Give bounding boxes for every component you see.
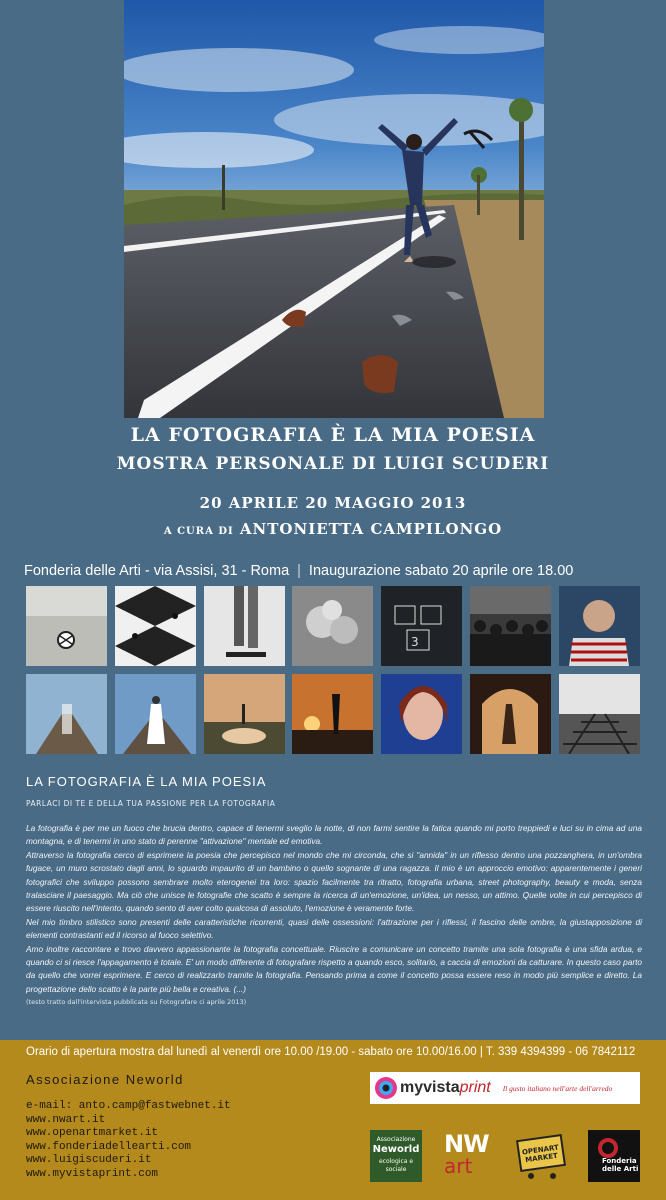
myvistaprint-logo-icon bbox=[374, 1076, 398, 1100]
fonderia-ring-icon bbox=[588, 1130, 640, 1182]
venue-separator: | bbox=[297, 563, 301, 579]
article-heading: LA FOTOGRAFIA È LA MIA POESIA bbox=[26, 774, 267, 789]
article-paragraph: Amo inoltre raccontare e trovo davvero appassionante la fotografia concettuale. Riuscire a comunicare un concetto tramite una sola fotografia è una sfida ardua, e quando ci si riesce l'appagamento è totale. E' un modo differente di fotografare rispetto a quando esco, solitario, a caccia di emozioni da catturare. In questo caso parto da quello che vorrei esprimere. E cerco di realizzarlo tramite la fotografia. Pensando prima a come il concetto possa essere reso in modo più semplice e diretto. La progettazione dello scatto è la parte più bella e creativa. (...) bbox=[26, 943, 642, 994]
woman-striped-sweater-photo bbox=[559, 586, 640, 666]
venue-address: Fonderia delle Arti - via Assisi, 31 - Roma bbox=[24, 563, 290, 579]
nwart-logo: NW art bbox=[444, 1130, 489, 1178]
dancers-arch-photo bbox=[470, 674, 551, 754]
crowd-photo bbox=[470, 586, 551, 666]
fonderia-delle-arti-logo: Fonderia delle Arti bbox=[588, 1130, 640, 1182]
article-paragraph: Attraverso la fotografia cerco di esprimere la poesia che percepisco nel mondo che mi circonda, che si "annida" in un riflesso dentro una pozzanghera, in un'ombra fugace, un muro scrostato dagli anni, lo sguardo impaurito di un bambino o quello sognante di una ragazza. Il mio è un approccio emotivo: apparentemente i generi fotografici che sviluppo possono sembrare molto eterogenei tra loro: spazio facilmente tra ritratto, fotografia urbana, street photography, beauty e moda, senza tralasciare il paesaggio. Ma ciò che unisce le fotografie che scatto è sempre la ricerca di un'emozione, un'idea, un nesso, un attimo. Quelle volte in cui percepisco di essere riuscito nell'intento, quando sento di aver colto qualcosa di assoluto, l'emozione è veramente forte. bbox=[26, 849, 642, 914]
article-body bbox=[26, 822, 642, 996]
railway-tracks-photo bbox=[559, 674, 640, 754]
thumbnail-gallery bbox=[26, 586, 640, 762]
contact-link[interactable]: www.myvistaprint.com bbox=[26, 1167, 159, 1180]
sponsor-tagline: Il gusto italiano nell'arte dell'arredo bbox=[502, 1083, 613, 1093]
article-question: PARLACI DI TE E DELLA TUA PASSIONE PER LA FOTOGRAFIA bbox=[26, 799, 276, 808]
article bbox=[26, 774, 642, 1006]
contact-email[interactable]: e-mail: anto.camp@fastwebnet.it bbox=[26, 1100, 231, 1112]
sunset-silhouette-photo bbox=[292, 674, 373, 754]
svg-text:3: 3 bbox=[411, 635, 419, 649]
checkered-plaza-photo bbox=[115, 586, 196, 666]
contact-link[interactable]: www.luigiscuderi.it bbox=[26, 1154, 152, 1167]
man-jumping-on-road-photo bbox=[124, 0, 544, 418]
contact-link[interactable]: www.openartmarket.it bbox=[26, 1127, 159, 1140]
woman-white-dress-pier-photo bbox=[115, 674, 196, 754]
reflection-puddle-photo bbox=[204, 674, 285, 754]
article-credit: (testo tratto dall'intervista pubblicata su Fotografare ci aprile 2013) bbox=[26, 998, 247, 1007]
sponsor-banner bbox=[370, 1072, 640, 1104]
contact-list bbox=[26, 1100, 231, 1182]
pier-blur-photo bbox=[26, 674, 107, 754]
venue-line bbox=[24, 563, 644, 579]
openart-market-logo: OPENART MARKET bbox=[515, 1130, 567, 1182]
opening-info: Inaugurazione sabato 20 aprile ore 18.00 bbox=[308, 563, 574, 579]
footer bbox=[0, 1040, 666, 1200]
opening-hours: Orario di apertura mostra dal lunedì al venerdì ore 10.00 /19.00 - sabato ore 10.00/16.00 | T. 339 4394399 - 06 7842112 bbox=[26, 1046, 636, 1058]
roses-photo bbox=[292, 586, 373, 666]
woman-portrait-blue-photo bbox=[381, 674, 462, 754]
neworld-logo: Associazione Neworld ecologica e sociale bbox=[370, 1130, 422, 1182]
exhibition-subtitle: MOSTRA PERSONALE DI LUIGI SCUDERI bbox=[116, 454, 550, 474]
feet-skateboard-photo bbox=[204, 586, 285, 666]
sponsor-brand: myvistaprint bbox=[400, 1079, 491, 1096]
curator-name: ANTONIETTA CAMPILONGO bbox=[239, 520, 503, 538]
hero-photo bbox=[124, 0, 544, 418]
thumbnail-row-1 bbox=[26, 586, 640, 666]
contact-link[interactable]: www.fonderiadellearti.com bbox=[26, 1140, 192, 1153]
ball-on-beach-photo bbox=[26, 586, 107, 666]
exhibition-dates: 20 APRILE 20 MAGGIO 2013 bbox=[199, 494, 467, 512]
thumbnail-row-2 bbox=[26, 674, 640, 754]
curator-prefix: A CURA DI bbox=[163, 526, 234, 537]
exhibition-title: LA FOTOGRAFIA È LA MIA POESIA bbox=[130, 424, 536, 446]
association-name: Associazione Neworld bbox=[26, 1072, 184, 1087]
hopscotch-photo bbox=[381, 586, 462, 666]
article-paragraph: Nel mio timbro stilistico sono presenti delle caratteristiche ricorrenti, quasi delle ossessioni: l'attrazione per i riflessi, il fascino delle ombre, la giustapposizione di elementi contrastanti ed il ricorso al fuoco selettivo. bbox=[26, 916, 642, 941]
contact-link[interactable]: www.nwart.it bbox=[26, 1113, 106, 1126]
curator-line bbox=[0, 520, 666, 538]
article-paragraph: La fotografia è per me un fuoco che brucia dentro, capace di tenermi sveglio la notte, di non farmi sentire la fatica quando mi porto treppiedi e luci su in cima ad una montagna, e di tenermi in uno stato di perenne "attivazione" mentale ed emotiva. bbox=[26, 823, 642, 847]
